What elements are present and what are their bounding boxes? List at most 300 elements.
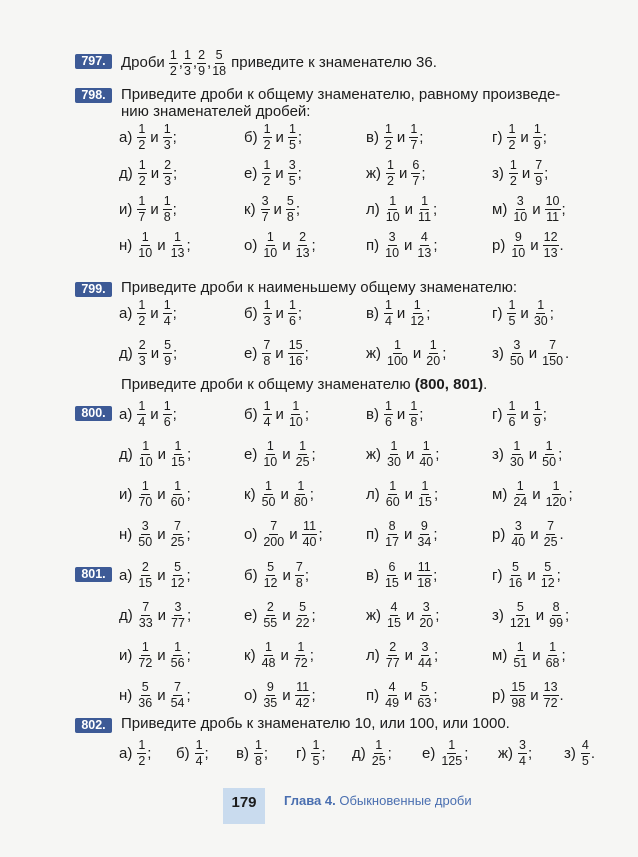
item-label: г) <box>492 405 503 423</box>
denominator: 60 <box>170 494 185 509</box>
fraction-a <box>137 195 146 224</box>
numerator: 5 <box>164 337 172 352</box>
conjunction: и <box>275 128 284 146</box>
punctuation: ; <box>561 646 566 664</box>
item-label: е) <box>422 744 436 762</box>
exercise-row <box>0 638 638 672</box>
punctuation: ; <box>309 646 314 664</box>
denominator: 2 <box>138 313 146 328</box>
conjunction: и <box>150 344 160 362</box>
denominator: 120 <box>545 494 567 509</box>
fraction-a <box>512 641 528 670</box>
punctuation: ; <box>304 405 310 423</box>
exercise-item <box>366 638 438 672</box>
conjunction: и <box>157 686 166 704</box>
numerator: 2 <box>389 639 397 654</box>
punctuation: ; <box>464 744 469 762</box>
fraction-b <box>545 195 561 224</box>
numerator: 3 <box>513 337 521 352</box>
numerator: 5 <box>141 679 149 694</box>
denominator: 13 <box>295 245 310 260</box>
punctuation: ; <box>295 200 301 218</box>
numerator: 1 <box>163 398 171 413</box>
numerator: 3 <box>421 639 429 654</box>
numerator: 1 <box>138 398 146 413</box>
numerator: 11 <box>303 518 317 533</box>
exercise-row <box>0 156 638 190</box>
exercise-item <box>119 736 151 770</box>
denominator: 3 <box>263 313 271 328</box>
item-label: а) <box>119 566 133 584</box>
fraction-b <box>545 480 568 509</box>
problem-797-fractions <box>169 49 227 78</box>
fraction-b <box>533 123 542 152</box>
item-label: л) <box>366 200 380 218</box>
fraction-b <box>288 339 304 368</box>
fraction-a <box>510 681 526 710</box>
punctuation: . <box>559 236 564 254</box>
item-label: а) <box>119 128 133 146</box>
conjunction: и <box>150 128 159 146</box>
numerator: 1 <box>312 737 320 752</box>
item-label: н) <box>119 236 133 254</box>
numerator: 7 <box>549 337 557 352</box>
numerator: 3 <box>514 518 522 533</box>
item-label: г) <box>492 128 503 146</box>
denominator: 10 <box>513 209 528 224</box>
denominator: 2 <box>138 753 146 768</box>
problem-number-800: 800. <box>75 406 112 421</box>
denominator: 4 <box>163 313 171 328</box>
numerator: 2 <box>141 559 149 574</box>
numerator: 1 <box>297 478 305 493</box>
fraction-1-3 <box>183 49 192 78</box>
fraction-b <box>286 195 295 224</box>
denominator: 30 <box>387 454 401 469</box>
item-label: а) <box>119 405 133 423</box>
conjunction: и <box>396 128 406 146</box>
fraction-a <box>138 159 147 188</box>
denominator: 7 <box>410 137 418 152</box>
numerator: 1 <box>533 398 541 413</box>
fraction-b <box>288 299 297 328</box>
denominator: 9 <box>533 414 541 429</box>
conjunction: и <box>527 566 536 584</box>
denominator: 25 <box>371 753 386 768</box>
numerator: 3 <box>519 737 526 752</box>
fraction <box>137 739 146 768</box>
item-label: м) <box>492 646 508 664</box>
exercise-item <box>244 437 316 471</box>
fraction-b <box>288 400 304 429</box>
conjunction: и <box>282 445 291 463</box>
punctuation: ; <box>556 566 561 584</box>
numerator: 5 <box>286 193 294 208</box>
item-label: а) <box>119 304 133 322</box>
punctuation: ; <box>321 744 326 762</box>
punctuation: ; <box>542 128 547 146</box>
denominator: 24 <box>513 494 528 509</box>
problem-number-799: 799. <box>75 282 112 297</box>
punctuation: ; <box>311 236 316 254</box>
denominator: 35 <box>263 695 278 710</box>
conjunction: и <box>396 304 406 322</box>
numerator: 1 <box>263 398 271 413</box>
punctuation: ; <box>558 445 563 463</box>
denominator: 18 <box>417 575 432 590</box>
page-number: 179 <box>223 788 265 824</box>
conjunction: и <box>532 646 541 664</box>
denominator: 3 <box>183 63 191 78</box>
numerator: 3 <box>516 193 524 208</box>
denominator: 3 <box>164 173 172 188</box>
item-label: д) <box>119 164 133 182</box>
conjunction: и <box>403 566 413 584</box>
denominator: 9 <box>535 173 543 188</box>
numerator: 2 <box>198 47 206 62</box>
punctuation: ; <box>297 304 303 322</box>
exercise-item <box>244 558 309 592</box>
exercise-row <box>0 192 638 226</box>
conjunction: и <box>157 606 167 624</box>
punctuation: ; <box>433 236 438 254</box>
exercise-row <box>0 558 638 592</box>
denominator: 99 <box>549 615 564 630</box>
item-label: г) <box>296 744 307 762</box>
denominator: 54 <box>170 695 185 710</box>
fraction-a <box>512 195 528 224</box>
numerator: 1 <box>263 297 271 312</box>
fraction-b <box>418 601 434 630</box>
denominator: 12 <box>540 575 555 590</box>
numerator: 1 <box>393 337 401 352</box>
exercise-item <box>119 156 177 190</box>
exercise-item <box>492 228 564 262</box>
exercise-item <box>244 156 302 190</box>
punctuation: ; <box>309 485 314 503</box>
item-label: л) <box>366 485 380 503</box>
exercise-item <box>119 558 191 592</box>
numerator: 1 <box>138 297 146 312</box>
numerator: 4 <box>388 679 396 694</box>
fraction-a <box>138 440 154 469</box>
numerator: 11 <box>417 559 431 574</box>
numerator: 2 <box>299 229 307 244</box>
numerator: 7 <box>295 559 303 574</box>
conjunction: и <box>396 405 406 423</box>
numerator: 1 <box>142 438 150 453</box>
denominator: 7 <box>138 209 146 224</box>
numerator: 1 <box>292 398 300 413</box>
conjunction: и <box>282 236 291 254</box>
exercise-item <box>366 228 438 262</box>
problem-797-suffix: приведите к знаменателю 36. <box>231 54 437 71</box>
punctuation: ; <box>147 744 152 762</box>
denominator: 8 <box>263 353 271 368</box>
fraction-a <box>509 601 532 630</box>
conjunction: и <box>404 236 413 254</box>
conjunction: и <box>157 485 166 503</box>
punctuation: ; <box>421 164 426 182</box>
numerator: 8 <box>552 599 560 614</box>
exercise-item <box>352 736 392 770</box>
numerator: 5 <box>267 559 275 574</box>
denominator: 15 <box>138 575 153 590</box>
conjunction: и <box>282 686 291 704</box>
numerator: 1 <box>141 478 149 493</box>
fraction-b <box>170 561 186 590</box>
exercise-item <box>366 336 446 370</box>
fraction-b <box>543 231 559 260</box>
numerator: 7 <box>535 157 543 172</box>
denominator: 150 <box>542 353 564 368</box>
exercise-item <box>366 477 438 511</box>
fraction-a <box>262 601 278 630</box>
fraction-b <box>163 159 172 188</box>
fraction-b <box>170 641 186 670</box>
fraction-a <box>137 480 153 509</box>
numerator: 4 <box>390 599 398 614</box>
denominator: 70 <box>138 494 153 509</box>
item-label: м) <box>492 200 508 218</box>
numerator: 1 <box>410 398 418 413</box>
numerator: 1 <box>163 193 171 208</box>
denominator: 2 <box>508 137 516 152</box>
item-label: б) <box>244 405 258 423</box>
denominator: 6 <box>384 414 392 429</box>
item-label: г) <box>492 304 503 322</box>
fraction-a <box>512 480 528 509</box>
conjunction: и <box>412 344 422 362</box>
punctuation: ; <box>297 128 303 146</box>
conjunction: и <box>398 164 408 182</box>
numerator: 5 <box>420 679 428 694</box>
denominator: 25 <box>295 454 310 469</box>
exercise-item <box>119 192 177 226</box>
punctuation: ; <box>549 304 554 322</box>
punctuation: ; <box>435 445 440 463</box>
denominator: 5 <box>288 137 296 152</box>
exercise-item <box>119 228 191 262</box>
exercise-item <box>119 517 191 551</box>
item-label: л) <box>366 646 380 664</box>
conjunction: и <box>404 200 414 218</box>
exercise-row <box>0 598 638 632</box>
exercise-item <box>366 678 438 712</box>
denominator: 18 <box>212 63 227 78</box>
fraction-b <box>541 440 557 469</box>
denominator: 121 <box>509 615 531 630</box>
exercise-item <box>492 477 573 511</box>
fraction-b <box>170 440 186 469</box>
conjunction: и <box>282 606 291 624</box>
punctuation: ; <box>186 566 191 584</box>
item-label: б) <box>244 128 258 146</box>
punctuation: ; <box>433 525 438 543</box>
exercise-item <box>366 156 426 190</box>
conjunction: и <box>150 200 159 218</box>
fraction-b <box>541 339 564 368</box>
denominator: 7 <box>261 209 269 224</box>
numerator: 7 <box>263 337 271 352</box>
denominator: 30 <box>533 313 548 328</box>
fraction-a <box>137 231 153 260</box>
exercise-item <box>366 397 423 431</box>
numerator: 1 <box>263 121 271 136</box>
numerator: 1 <box>410 121 418 136</box>
fraction-b <box>163 299 172 328</box>
denominator: 8 <box>286 209 294 224</box>
conjunction: и <box>282 566 291 584</box>
numerator: 1 <box>138 121 146 136</box>
item-label: п) <box>366 236 380 254</box>
conjunction: и <box>150 304 159 322</box>
denominator: 2 <box>384 137 392 152</box>
denominator: 9 <box>164 353 172 368</box>
fraction-a <box>263 400 272 429</box>
denominator: 20 <box>426 353 441 368</box>
denominator: 56 <box>170 655 185 670</box>
denominator: 25 <box>543 534 558 549</box>
conjunction: и <box>532 200 541 218</box>
numerator: 3 <box>288 157 296 172</box>
denominator: 10 <box>511 245 526 260</box>
exercise-item <box>119 296 177 330</box>
numerator: 6 <box>412 157 420 172</box>
exercise-item <box>492 678 564 712</box>
exercise-item <box>366 517 438 551</box>
fraction-b <box>288 159 297 188</box>
numerator: 1 <box>421 193 429 208</box>
fraction-a <box>384 231 400 260</box>
item-label: ж) <box>366 344 382 362</box>
punctuation: ; <box>426 304 431 322</box>
numerator: 1 <box>254 737 262 752</box>
denominator: 40 <box>302 534 317 549</box>
fraction-a <box>261 641 277 670</box>
denominator: 80 <box>293 494 308 509</box>
denominator: 15 <box>387 615 401 630</box>
denominator: 8 <box>163 209 171 224</box>
section-heading-dot: . <box>483 376 488 393</box>
fraction-a <box>263 561 279 590</box>
punctuation: ; <box>311 606 316 624</box>
conjunction: и <box>275 164 284 182</box>
exercise-row <box>0 336 638 370</box>
numerator: 1 <box>174 639 182 654</box>
numerator: 9 <box>514 229 522 244</box>
fraction-b <box>416 681 432 710</box>
exercise-item <box>492 156 548 190</box>
denominator: 2 <box>509 173 517 188</box>
denominator: 44 <box>418 655 432 670</box>
denominator: 55 <box>263 615 278 630</box>
punctuation: . <box>559 525 564 543</box>
denominator: 25 <box>170 534 185 549</box>
item-label: з) <box>492 164 504 182</box>
punctuation: ; <box>318 525 323 543</box>
punctuation: ; <box>542 405 547 423</box>
fraction-a <box>509 440 525 469</box>
punctuation: ; <box>311 445 316 463</box>
denominator: 200 <box>263 534 285 549</box>
conjunction: и <box>275 405 284 423</box>
numerator: 1 <box>384 398 392 413</box>
conjunction: и <box>157 566 166 584</box>
fraction-b <box>543 520 559 549</box>
numerator: 1 <box>384 297 392 312</box>
item-label: о) <box>244 236 258 254</box>
fraction <box>311 739 320 768</box>
punctuation: ; <box>204 744 209 762</box>
fraction-b <box>417 641 433 670</box>
item-label: д) <box>119 344 133 362</box>
numerator: 1 <box>509 157 517 172</box>
numerator: 1 <box>263 157 271 172</box>
fraction <box>440 739 463 768</box>
numerator: 1 <box>422 438 430 453</box>
problem-797-prefix: Дроби <box>121 54 165 71</box>
numerator: 1 <box>384 121 392 136</box>
comma: , <box>178 54 183 71</box>
fraction-a <box>138 601 154 630</box>
conjunction: и <box>275 344 284 362</box>
numerator: 1 <box>265 478 272 493</box>
punctuation: ; <box>433 646 439 664</box>
denominator: 6 <box>163 414 171 429</box>
fraction-a <box>137 123 146 152</box>
denominator: 63 <box>417 695 432 710</box>
exercise-item <box>119 397 177 431</box>
fraction-b <box>295 561 304 590</box>
denominator: 98 <box>511 695 526 710</box>
punctuation: ; <box>433 485 439 503</box>
fraction-a <box>384 299 393 328</box>
numerator: 1 <box>265 639 272 654</box>
fraction <box>581 739 590 768</box>
numerator: 1 <box>141 229 149 244</box>
fraction-b <box>548 601 564 630</box>
fraction-b <box>295 440 311 469</box>
conjunction: и <box>157 525 166 543</box>
denominator: 15 <box>171 454 185 469</box>
problem-number-802: 802. <box>75 718 112 733</box>
denominator: 17 <box>385 534 400 549</box>
exercise-item <box>492 517 564 551</box>
item-label: з) <box>564 744 576 762</box>
item-label: ж) <box>366 606 382 624</box>
fraction-b <box>416 520 432 549</box>
denominator: 77 <box>385 655 400 670</box>
fraction-b <box>534 159 543 188</box>
conjunction: и <box>520 128 529 146</box>
problem-802-exercises <box>0 736 638 770</box>
punctuation: ; <box>527 744 533 762</box>
item-label: в) <box>366 304 379 322</box>
numerator: 1 <box>389 193 397 208</box>
fraction-a <box>509 339 525 368</box>
item-label: р) <box>492 686 506 704</box>
denominator: 10 <box>263 245 278 260</box>
fraction-a <box>261 195 270 224</box>
fraction-b <box>533 400 542 429</box>
fraction-b <box>170 520 186 549</box>
item-label: к) <box>244 646 256 664</box>
denominator: 5 <box>508 313 516 328</box>
exercise-item <box>564 736 595 770</box>
fraction-a <box>507 299 516 328</box>
denominator: 40 <box>511 534 526 549</box>
